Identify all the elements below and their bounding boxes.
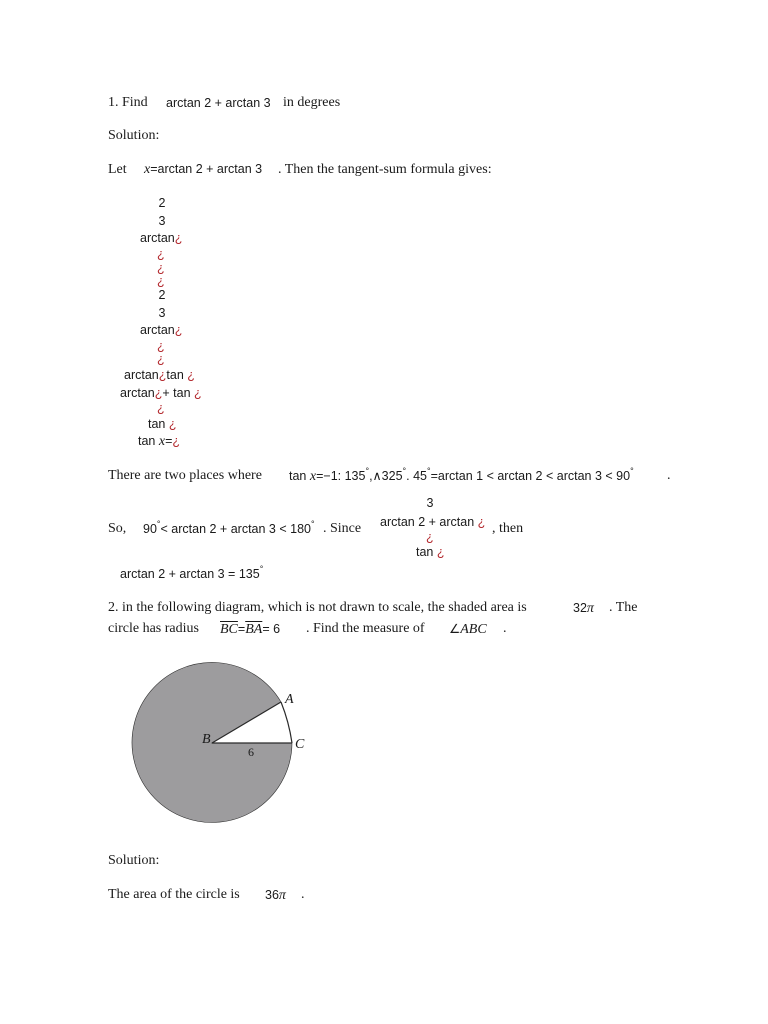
area-value: 36π [265,888,286,903]
formula-line: arctan¿ [140,323,183,337]
formula-line: 3 [158,306,166,320]
formula-line: arctan¿tan ¿ [124,368,195,382]
segment-ac [281,702,292,743]
problem2-radius-expr: $\overline{BC}=\overline{BA}= 6$ [220,622,281,637]
circle-sector-diagram [120,650,320,840]
then-text: , then [492,521,524,536]
fraction-middle: arctan 2 + arctan ¿ [380,515,486,529]
so-text: So, [108,521,127,536]
formula-line: ¿ [157,261,165,275]
problem1-tail: in degrees [283,95,341,110]
let-prefix: Let [108,162,127,177]
formula-line: ¿ [157,274,165,288]
problem2-line2-mid: . Find the measure of [306,621,425,636]
problem1-expression: arctan 2 + arctan 3 [166,96,271,110]
label-a: A [285,692,294,707]
fraction-low: ¿ [426,530,434,544]
problem2-angle: ∠ABC [449,622,487,637]
let-expression: x=arctan 2 + arctan 3 [144,162,263,177]
two-places-math: tan x=−1: 135°,∧325°. 45°=arctan 1 < arctan 2 < arctan 3 < 90° [289,466,634,484]
formula-line: arctan¿ [140,231,183,245]
fraction-bottom: tan ¿ [416,545,445,559]
area-end: . [301,887,305,902]
problem2-line2-end: . [503,621,507,636]
formula-line: ¿ [157,247,165,261]
problem1-label: 1. Find [108,95,148,110]
fraction-top: 3 [426,496,434,510]
formula-line: arctan¿+ tan ¿ [120,386,202,400]
area-text: The area of the circle is [108,887,240,902]
formula-line: 2 [158,288,166,302]
two-places-end: . [667,468,671,483]
formula-line: 2 [158,196,166,210]
solution1-heading: Solution: [108,128,160,143]
problem2-area: 32π [573,601,594,616]
formula-line: tan x=¿ [138,434,181,449]
so-inequality: 90°< arctan 2 + arctan 3 < 180° [143,519,315,536]
label-b: B [202,732,211,747]
problem2-line2: circle has radius [108,621,199,636]
since-text: . Since [323,521,362,536]
two-places-text: There are two places where [108,468,262,483]
formula-line: ¿ [157,352,165,366]
problem2-line1: 2. in the following diagram, which is not drawn to scale, the shaded area is [108,600,527,615]
formula-line: ¿ [157,339,165,353]
let-suffix: . Then the tangent-sum formula gives: [278,162,492,177]
label-c: C [295,737,305,752]
formula-line: ¿ [157,401,165,415]
label-radius: 6 [248,745,254,759]
problem2-line1-end: . The [609,600,638,615]
solution2-heading: Solution: [108,853,160,868]
formula-line: tan ¿ [148,417,177,431]
result1-expression: arctan 2 + arctan 3 = 135° [120,564,264,581]
formula-line: 3 [158,214,166,228]
